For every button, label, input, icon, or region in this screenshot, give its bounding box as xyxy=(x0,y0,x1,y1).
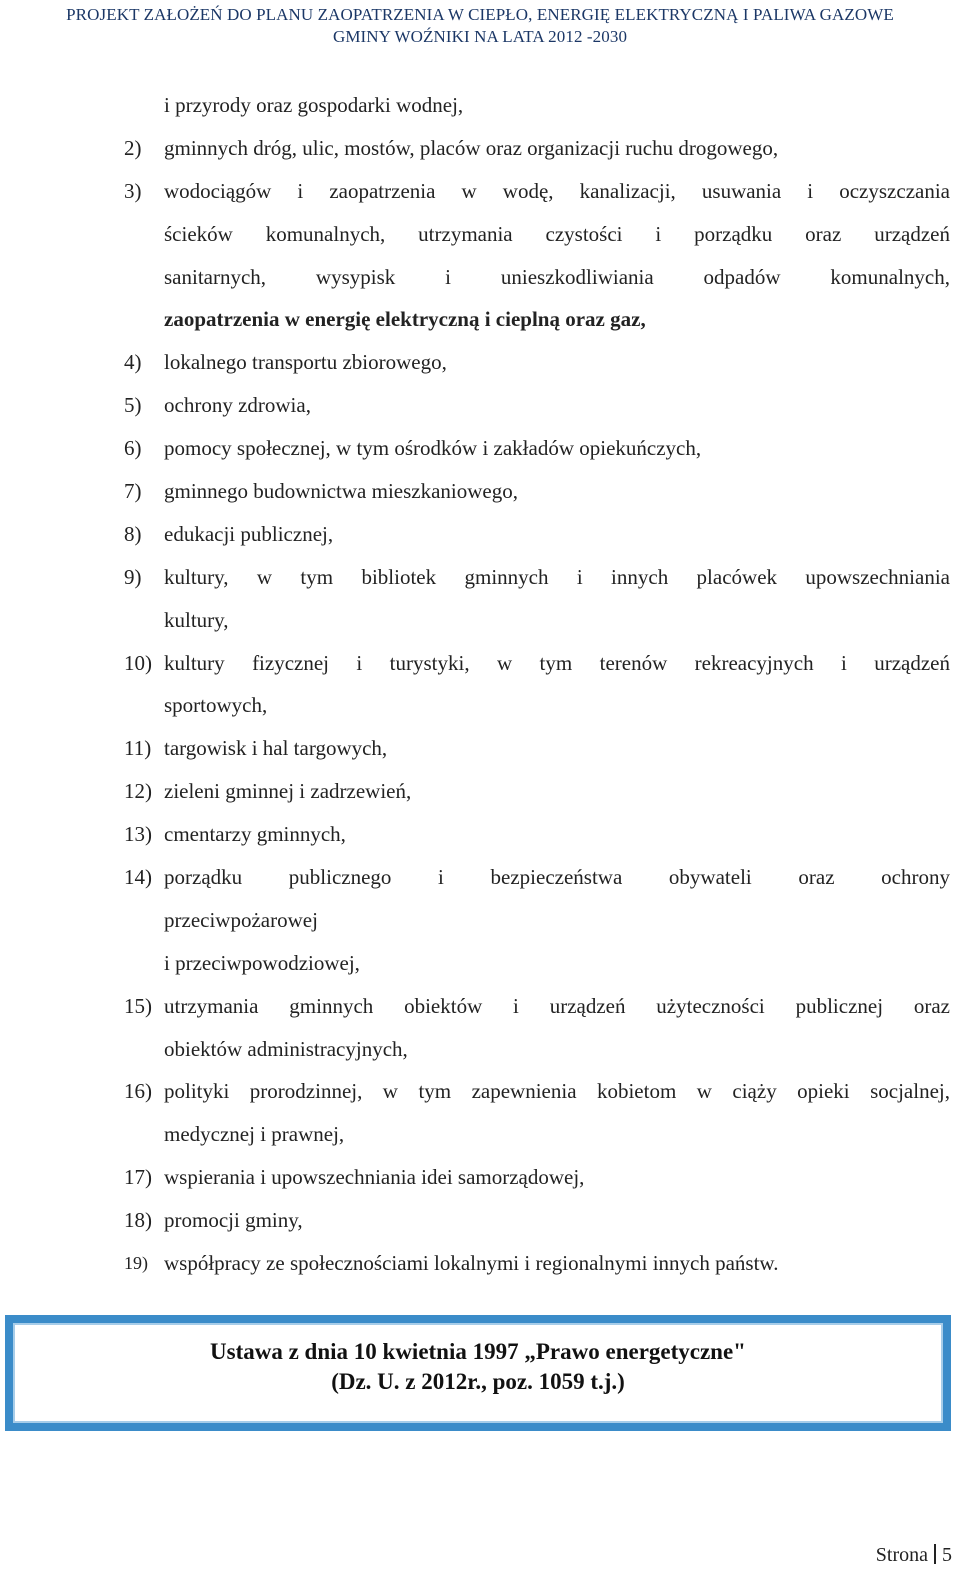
list-text: wodociągów i zaopatrzenia w wodę, kanalizacji, usuwania i oczyszczania xyxy=(164,178,950,203)
list-text: współpracy ze społecznościami lokalnymi i regionalnymi innych państw. xyxy=(164,1251,779,1276)
legal-reference-inner xyxy=(13,1323,943,1423)
list-text: ścieków komunalnych, utrzymania czystości i porządku oraz urządzeń xyxy=(164,221,950,246)
list-item xyxy=(0,84,960,127)
act-title: Ustawa z dnia 10 kwietnia 1997 „Prawo energetyczne" xyxy=(210,1339,746,1364)
list-text: cmentarzy gminnych, xyxy=(164,822,346,847)
list-item xyxy=(0,1156,960,1199)
list-text: kultury, w tym bibliotek gminnych i innych placówek upowszechniania xyxy=(164,564,950,589)
list-text: utrzymania gminnych obiektów i urządzeń użyteczności publicznej oraz xyxy=(164,993,950,1018)
document-body xyxy=(0,84,960,1285)
list-number: 15) xyxy=(124,993,152,1018)
list-text: polityki prorodzinnej, w tym zapewnienia kobietom w ciąży opieki socjalnej, xyxy=(164,1079,950,1104)
list-item xyxy=(0,1199,960,1242)
list-text: wspierania i upowszechniania idei samorządowej, xyxy=(164,1165,585,1190)
act-citation: (Dz. U. z 2012r., poz. 1059 t.j.) xyxy=(331,1369,625,1394)
list-number: 8) xyxy=(124,521,142,546)
list-item xyxy=(0,513,960,556)
list-item xyxy=(0,256,960,299)
list-number: 7) xyxy=(124,479,142,504)
list-text: zaopatrzenia w energię elektryczną i cieplną oraz gaz, xyxy=(164,307,646,332)
list-item xyxy=(0,899,960,942)
list-item xyxy=(0,727,960,770)
list-text: kultury, xyxy=(164,607,229,632)
list-item xyxy=(0,127,960,170)
footer-separator xyxy=(934,1544,936,1564)
list-number: 2) xyxy=(124,135,142,160)
list-text: pomocy społecznej, w tym ośrodków i zakładów opiekuńczych, xyxy=(164,436,702,461)
list-text: targowisk i hal targowych, xyxy=(164,736,388,761)
document-header xyxy=(0,4,960,48)
header-subtitle: GMINY WOŹNIKI NA LATA 2012 -2030 xyxy=(332,27,628,46)
list-number: 5) xyxy=(124,393,142,418)
legal-reference-text xyxy=(15,1337,941,1397)
list-text: kultury fizycznej i turystyki, w tym terenów rekreacyjnych i urządzeń xyxy=(164,650,950,675)
list-number: 13) xyxy=(124,822,152,847)
list-number: 18) xyxy=(124,1208,152,1233)
list-text: promocji gminy, xyxy=(164,1208,303,1233)
list-item xyxy=(0,1028,960,1071)
list-item xyxy=(0,341,960,384)
list-item xyxy=(0,427,960,470)
list-item xyxy=(0,556,960,599)
list-text: gminnych dróg, ulic, mostów, placów oraz organizacji ruchu drogowego, xyxy=(164,135,779,160)
list-number: 14) xyxy=(124,865,152,890)
list-item xyxy=(0,470,960,513)
page-footer xyxy=(876,1544,952,1567)
list-item xyxy=(0,213,960,256)
list-number: 3) xyxy=(124,178,142,203)
list-item xyxy=(0,856,960,899)
list-text: medycznej i prawnej, xyxy=(164,1122,345,1147)
list-number: 9) xyxy=(124,564,142,589)
list-number: 19) xyxy=(124,1253,148,1274)
list-number: 6) xyxy=(124,436,142,461)
list-number: 10) xyxy=(124,650,152,675)
list-item xyxy=(0,813,960,856)
list-text: ochrony zdrowia, xyxy=(164,393,311,418)
list-item xyxy=(0,642,960,685)
list-item xyxy=(0,599,960,642)
page-number: 5 xyxy=(942,1544,952,1566)
list-item xyxy=(0,384,960,427)
list-item xyxy=(0,985,960,1028)
list-number: 12) xyxy=(124,779,152,804)
list-item xyxy=(0,298,960,341)
list-text: porządku publicznego i bezpieczeństwa obywateli oraz ochrony xyxy=(164,865,950,890)
list-number: 4) xyxy=(124,350,142,375)
list-item xyxy=(0,770,960,813)
list-item xyxy=(0,170,960,213)
list-item xyxy=(0,1113,960,1156)
legal-reference-box xyxy=(5,1315,951,1431)
list-item xyxy=(0,1070,960,1113)
list-number: 11) xyxy=(124,736,152,761)
list-text: zieleni gminnej i zadrzewień, xyxy=(164,779,412,804)
list-item xyxy=(0,942,960,985)
list-text: przeciwpożarowej xyxy=(164,907,318,932)
list-text: edukacji publicznej, xyxy=(164,521,334,546)
list-number: 16) xyxy=(124,1079,152,1104)
list-text: i przeciwpowodziowej, xyxy=(164,950,360,975)
list-item xyxy=(0,684,960,727)
list-text: sportowych, xyxy=(164,693,268,718)
list-number: 17) xyxy=(124,1165,152,1190)
list-text: sanitarnych, wysypisk i unieszkodliwiania odpadów komunalnych, xyxy=(164,264,950,289)
list-text: obiektów administracyjnych, xyxy=(164,1036,408,1061)
list-text: lokalnego transportu zbiorowego, xyxy=(164,350,447,375)
list-text: i przyrody oraz gospodarki wodnej, xyxy=(164,93,464,117)
page-label: Strona xyxy=(875,1544,928,1566)
header-title: PROJEKT ZAŁOŻEŃ DO PLANU ZAOPATRZENIA W CIEPŁO, ENERGIĘ ELEKTRYCZNĄ I PALIWA GAZOWE xyxy=(66,5,894,24)
list-item xyxy=(0,1242,960,1285)
list-text: gminnego budownictwa mieszkaniowego, xyxy=(164,479,519,504)
